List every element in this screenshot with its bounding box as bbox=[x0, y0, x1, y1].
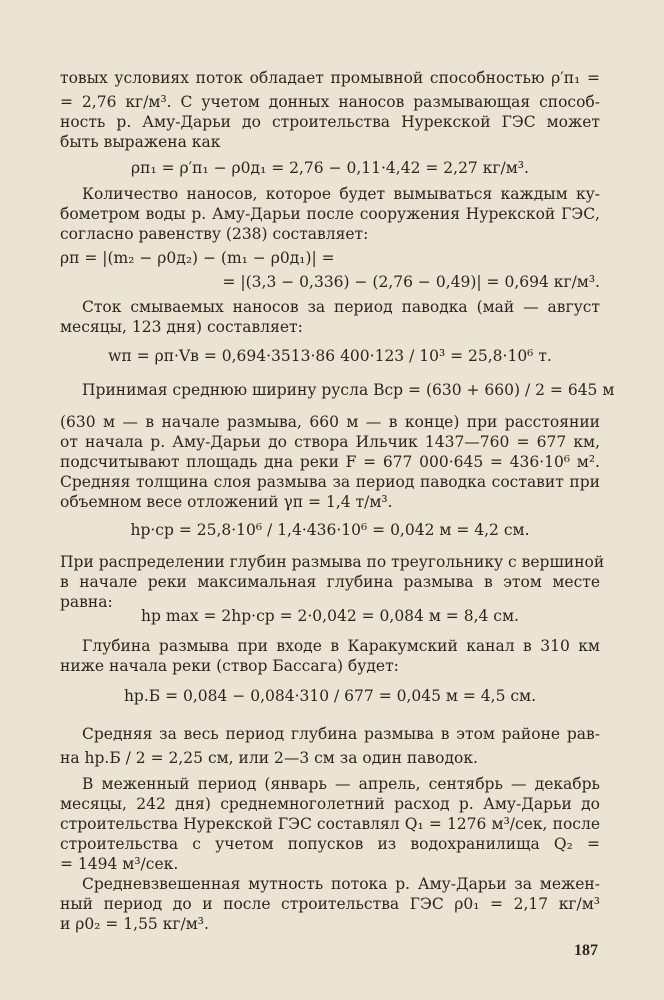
text-line: бометром воды р. Аму-Дарьи после сооружения Нурекской ГЭС, bbox=[60, 205, 600, 223]
text-line: ниже начала реки (створ Бассага) будет: bbox=[60, 657, 399, 675]
text-line: согласно равенству (238) составляет: bbox=[60, 225, 369, 243]
equation: ρп = |(m₂ − ρ0д₂) − (m₁ − ρ0д₁)| = bbox=[60, 249, 335, 267]
text-line: месяцы, 242 дня) среднемноголетний расход р. Аму-Дарьи до bbox=[60, 795, 600, 813]
text-line: на hр.Б / 2 = 2,25 см, или 2—3 см за один паводок. bbox=[60, 749, 478, 767]
text-line: (630 м — в начале размыва, 660 м — в конце) при расстоянии bbox=[60, 413, 600, 431]
text-line: объемном весе отложений γп = 1,4 т/м³. bbox=[60, 493, 393, 511]
text-line: Принимая среднюю ширину русла Вср = (630 + 660) / 2 = 645 м bbox=[82, 381, 615, 399]
text-line: Глубина размыва при входе в Каракумский канал в 310 км bbox=[82, 637, 600, 655]
text-line: В меженный период (январь — апрель, сентябрь — декабрь bbox=[82, 775, 600, 793]
text-line: строительства с учетом попусков из водохранилища Q₂ = bbox=[60, 835, 600, 853]
text-line: Сток смываемых наносов за период паводка (май — август bbox=[82, 298, 600, 316]
equation: = |(3,3 − 0,336) − (2,76 − 0,49)| = 0,694 кг/м³. bbox=[222, 273, 600, 291]
text-line: от начала р. Аму-Дарьи до створа Ильчик 1437—760 = 677 км, bbox=[60, 433, 600, 451]
text-line: Средняя за весь период глубина размыва в этом районе рав- bbox=[82, 725, 600, 743]
text-line: Средневзвешенная мутность потока р. Аму-Дарьи за межен- bbox=[82, 875, 600, 893]
text-line: подсчитывают площадь дна реки F = 677 000·645 = 436·10⁶ м². bbox=[60, 453, 600, 471]
text-line: = 1494 м³/сек. bbox=[60, 855, 179, 873]
text-line: быть выражена как bbox=[60, 133, 221, 151]
text-line: = 2,76 кг/м³. С учетом донных наносов размывающая способ- bbox=[60, 93, 600, 111]
equation: hр max = 2hр·ср = 2·0,042 = 0,084 м = 8,4 см. bbox=[141, 607, 519, 625]
equation: wп = ρп·Vв = 0,694·3513·86 400·123 / 10³ = 25,8·10⁶ т. bbox=[108, 347, 552, 365]
text-line: и ρ0₂ = 1,55 кг/м³. bbox=[60, 915, 209, 933]
page-number: 187 bbox=[574, 942, 598, 959]
text-line: При распределении глубин размыва по треугольнику с вершиной bbox=[60, 553, 605, 571]
text-line: товых условиях поток обладает промывной способностью ρ′п₁ = bbox=[60, 69, 600, 87]
equation: hр.Б = 0,084 − 0,084·310 / 677 = 0,045 м = 4,5 см. bbox=[123, 687, 537, 705]
text-line: Средняя толщина слоя размыва за период паводка составит при bbox=[60, 473, 600, 491]
equation: ρп₁ = ρ′п₁ − ρ0д₁ = 2,76 − 0,11·4,42 = 2,27 кг/м³. bbox=[131, 159, 529, 177]
text-line: ность р. Аму-Дарьи до строительства Нурекской ГЭС может bbox=[60, 113, 600, 131]
equation: hр·ср = 25,8·10⁶ / 1,4·436·10⁶ = 0,042 м = 4,2 см. bbox=[130, 521, 530, 539]
text-line: Количество наносов, которое будет вымываться каждым ку- bbox=[82, 185, 600, 203]
text-line: равна: bbox=[60, 593, 113, 611]
text-line: в начале реки максимальная глубина размыва в этом месте bbox=[60, 573, 600, 591]
text-line: строительства Нурекской ГЭС составлял Q₁ = 1276 м³/сек, после bbox=[60, 815, 600, 833]
text-line: месяцы, 123 дня) составляет: bbox=[60, 318, 303, 336]
text-line: ный период до и после строительства ГЭС ρ0₁ = 2,17 кг/м³ bbox=[60, 895, 600, 913]
